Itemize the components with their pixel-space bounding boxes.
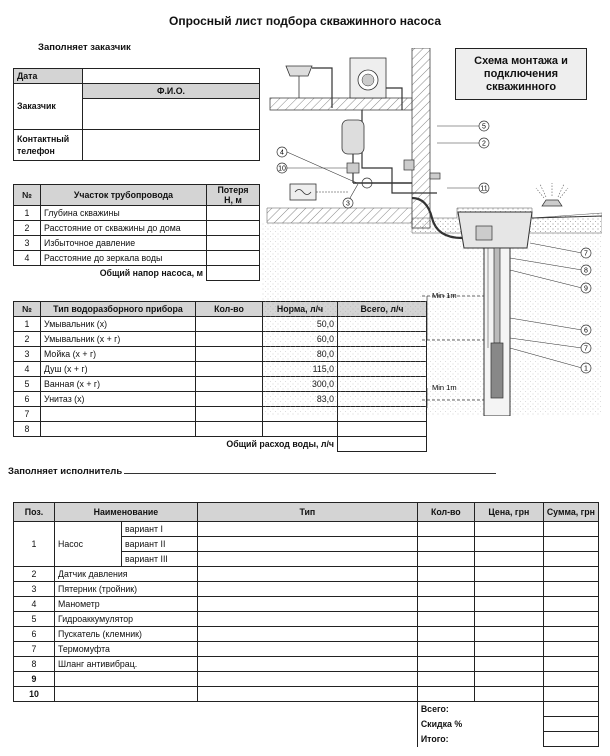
col-loss: Потеря Н, м xyxy=(207,185,260,206)
customer-section-label: Заполняет заказчик xyxy=(38,42,131,53)
qty-field[interactable] xyxy=(196,332,263,347)
table-row: вариант II xyxy=(14,537,599,552)
col-num: № xyxy=(14,185,41,206)
house-floor xyxy=(267,208,412,223)
qty-field[interactable] xyxy=(196,392,263,407)
callout-11: 11 xyxy=(480,185,488,193)
date-label: Дата xyxy=(14,69,83,84)
total-flow-field[interactable] xyxy=(338,437,427,452)
total-head-label: Общий напор насоса, м xyxy=(99,267,203,278)
callout-4: 4 xyxy=(280,149,284,157)
type-field[interactable] xyxy=(197,522,417,537)
qty-field[interactable] xyxy=(196,422,263,437)
callout-9: 9 xyxy=(584,285,588,293)
fio-label: Ф.И.О. xyxy=(83,84,260,99)
qty-field[interactable] xyxy=(196,347,263,362)
total-field[interactable] xyxy=(338,422,427,437)
callout-8: 8 xyxy=(584,267,588,275)
qty-field[interactable] xyxy=(417,537,474,552)
table-row: 2 Умывальник (х + г) 60,0 xyxy=(14,332,427,347)
table-row: 4 Манометр xyxy=(14,597,599,612)
sprinkler-icon xyxy=(542,200,562,206)
total-head-field[interactable] xyxy=(207,266,260,281)
type-field[interactable] xyxy=(197,552,417,567)
table-row: 9 xyxy=(14,672,599,687)
executor-section-label: Заполняет исполнитель xyxy=(8,466,496,477)
ceiling-slab xyxy=(270,98,412,110)
discount-label: Скидка % xyxy=(417,717,543,732)
qty-field[interactable] xyxy=(196,362,263,377)
loss-field[interactable] xyxy=(207,236,260,251)
price-field[interactable] xyxy=(474,552,543,567)
devices-table: № Тип водоразборного прибора Кол-во Норма, л/ч Всего, л/ч 1 Умывальник (х) 50,0 2 Умывальник (х + г) 60,0 3 Мойка (х + г) 80,0 4 Душ (х + г) 115,0 5 Ванная (х + г) 300,0 6 Унитаз (х) 83,0 7 8 Общий расход воды, л/ч xyxy=(13,301,427,452)
callout-1: 1 xyxy=(584,365,588,373)
installation-diagram xyxy=(262,48,602,416)
col-section: Участок трубопровода xyxy=(41,185,207,206)
total-field[interactable] xyxy=(543,702,598,717)
table-row: 3 Мойка (х + г) 80,0 xyxy=(14,347,427,362)
table-row: 1 Глубина скважины xyxy=(14,206,260,221)
table-row: 7 Термомуфта xyxy=(14,642,599,657)
total-label: Всего: xyxy=(417,702,543,717)
table-row: 8 xyxy=(14,422,427,437)
min-depth-label: Min 1m xyxy=(432,383,457,392)
grand-total-label: Итого: xyxy=(417,732,543,747)
table-row: 3 Избыточное давление xyxy=(14,236,260,251)
page-title: Опросный лист подбора скважинного насоса xyxy=(168,14,441,28)
pressure-tank-icon xyxy=(342,120,364,154)
table-row: 8 Шланг антивибрац. xyxy=(14,657,599,672)
callout-6: 6 xyxy=(584,327,588,335)
qty-field[interactable] xyxy=(417,522,474,537)
callout-2: 2 xyxy=(482,140,486,148)
customer-table xyxy=(13,68,260,161)
table-row: 3 Пятерник (тройник) xyxy=(14,582,599,597)
table-row: 1 Умывальник (х) 50,0 xyxy=(14,317,427,332)
loss-field[interactable] xyxy=(207,221,260,236)
callout-7b: 7 xyxy=(584,345,588,353)
spec-table: Поз. Наименование Тип Кол-во Цена, грн Сумма, грн 1 Насос вариант I вариант II вариант III 2 Датчик давления 3 Пятерник (тройник) 4 Манометр 5 Гидроаккумулятор 6 Пускатель (клемник) 7 Термомуфта 8 Шланг антивибрац. 9 10 Всего: Скидка % Итого: xyxy=(13,502,599,747)
table-row: 2 Датчик давления xyxy=(14,567,599,582)
callout-7: 7 xyxy=(584,250,588,258)
table-row: 6 Унитаз (х) 83,0 xyxy=(14,392,427,407)
table-row: 7 xyxy=(14,407,427,422)
pump-icon xyxy=(491,343,503,398)
price-field[interactable] xyxy=(474,537,543,552)
date-field[interactable] xyxy=(83,69,260,84)
table-row: вариант III xyxy=(14,552,599,567)
pipeline-table xyxy=(13,184,260,281)
table-row: 5 Гидроаккумулятор xyxy=(14,612,599,627)
pressure-switch-icon xyxy=(347,163,359,173)
callout-10: 10 xyxy=(278,165,286,173)
phone-label: Контактный телефон xyxy=(14,130,83,161)
callout-5: 5 xyxy=(482,123,486,131)
price-field[interactable] xyxy=(474,522,543,537)
table-row: 4 Душ (х + г) 115,0 xyxy=(14,362,427,377)
table-row: 6 Пускатель (клемник) xyxy=(14,627,599,642)
discount-field[interactable] xyxy=(543,717,598,732)
grand-total-field[interactable] xyxy=(543,732,598,747)
loss-field[interactable] xyxy=(207,251,260,266)
min-depth-label: Min 1m xyxy=(432,291,457,300)
sum-field[interactable] xyxy=(543,522,598,537)
sum-field[interactable] xyxy=(543,537,598,552)
riser-pipe xyxy=(494,248,500,343)
customer-label: Заказчик xyxy=(14,84,83,130)
table-row: 2 Расстояние от скважины до дома xyxy=(14,221,260,236)
fio-field[interactable] xyxy=(83,99,260,130)
qty-field[interactable] xyxy=(196,407,263,422)
type-field[interactable] xyxy=(197,537,417,552)
qty-field[interactable] xyxy=(196,377,263,392)
table-row: 10 xyxy=(14,687,599,702)
schema-title-box: Схема монтажа и подключения скважинного xyxy=(455,48,587,100)
callout-3: 3 xyxy=(346,200,350,208)
phone-field[interactable] xyxy=(83,130,260,161)
loss-field[interactable] xyxy=(207,206,260,221)
qty-field[interactable] xyxy=(417,552,474,567)
qty-field[interactable] xyxy=(196,317,263,332)
table-row: 4 Расстояние до зеркала воды xyxy=(14,251,260,266)
sink-icon xyxy=(286,66,312,76)
well-head xyxy=(458,212,532,248)
table-row: 5 Ванная (х + г) 300,0 xyxy=(14,377,427,392)
table-row: 1 Насос вариант I xyxy=(14,522,599,537)
total-flow-label: Общий расход воды, л/ч xyxy=(226,438,334,449)
sum-field[interactable] xyxy=(543,552,598,567)
